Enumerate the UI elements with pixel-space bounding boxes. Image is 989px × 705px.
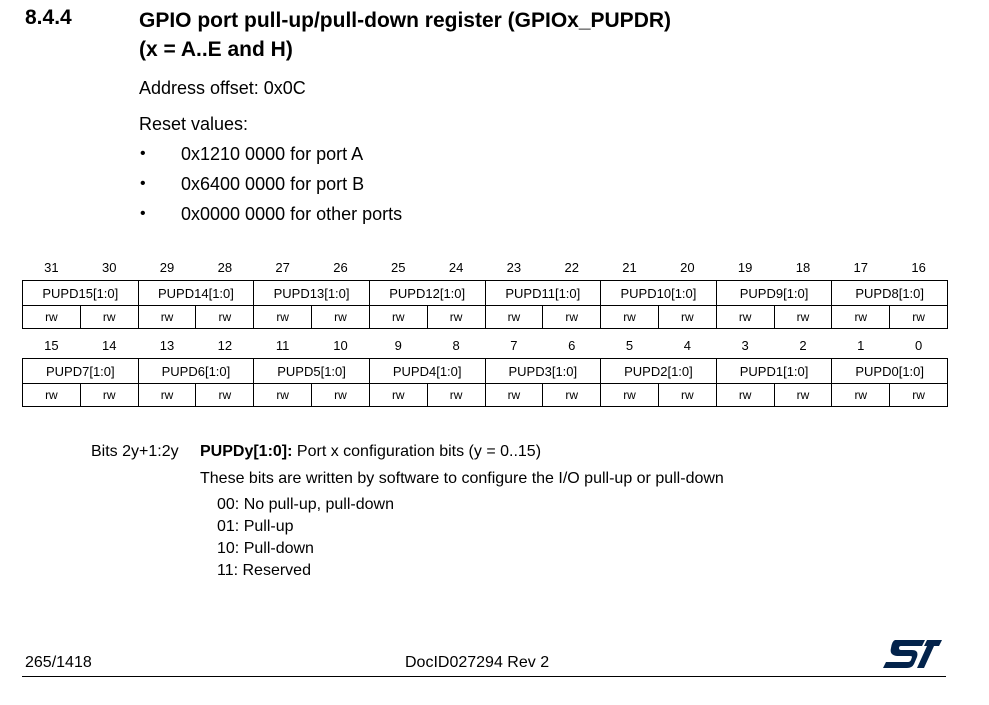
section-title-line1: GPIO port pull-up/pull-down register (GPIOx_PUPDR): [139, 9, 672, 32]
access-cell: rw: [80, 384, 138, 407]
field-pupd9: PUPD9[1:0]: [716, 281, 832, 306]
bit-number-13: 13: [159, 337, 175, 353]
bit-number-24: 24: [448, 259, 464, 275]
access-cell: rw: [658, 384, 716, 407]
field-pupd11: PUPD11[1:0]: [485, 281, 601, 306]
bit-number-18: 18: [795, 259, 811, 275]
doc-id: DocID027294 Rev 2: [405, 654, 550, 671]
access-cell: rw: [138, 384, 196, 407]
bit-number-11: 11: [275, 337, 290, 353]
footer-divider: [22, 676, 946, 677]
bit-number-19: 19: [737, 259, 753, 275]
bit-number-6: 6: [568, 337, 576, 353]
access-cell: rw: [427, 306, 485, 329]
access-cell: rw: [890, 306, 948, 329]
bit-number-4: 4: [683, 337, 691, 353]
access-cell: rw: [254, 306, 312, 329]
bit-number-15: 15: [44, 337, 59, 353]
bit-number-28: 28: [217, 259, 233, 275]
bit-number-17: 17: [853, 259, 869, 275]
field-pupd14: PUPD14[1:0]: [138, 281, 254, 306]
option-10: 10: Pull-down: [217, 540, 314, 557]
access-cell: rw: [890, 384, 948, 407]
bit-number-5: 5: [625, 337, 634, 353]
access-cell: rw: [485, 306, 543, 329]
register-map-upper: [22, 254, 948, 329]
bit-number-22: 22: [564, 259, 579, 275]
bit-number-10: 10: [333, 337, 348, 353]
reset-value-other-ports: 0x0000 0000 for other ports: [181, 204, 403, 224]
bit-number-8: 8: [452, 337, 460, 353]
access-cell: rw: [774, 384, 832, 407]
bit-number-27: 27: [275, 259, 290, 275]
bit-number-20: 20: [680, 259, 695, 275]
access-cell: rw: [196, 306, 254, 329]
bit-number-23: 23: [506, 259, 522, 275]
option-00: 00: No pull-up, pull-down: [217, 496, 394, 513]
field-pupd13: PUPD13[1:0]: [254, 281, 370, 306]
access-cell: rw: [543, 306, 601, 329]
bit-number-1: 1: [857, 337, 865, 353]
bit-number-2: 2: [799, 337, 807, 353]
bit-number-0: 0: [914, 337, 923, 353]
access-cell: rw: [23, 384, 81, 407]
field-pupd6: PUPD6[1:0]: [138, 359, 254, 384]
section-title-line2: (x = A..E and H): [139, 38, 293, 61]
bit-number-26: 26: [333, 259, 348, 275]
access-cell: rw: [138, 306, 196, 329]
address-offset: Address offset: 0x0C: [139, 78, 306, 98]
bullet-icon: •: [140, 175, 146, 192]
access-cell: rw: [80, 306, 138, 329]
field-pupd3: PUPD3[1:0]: [485, 359, 601, 384]
page-number: 265/1418: [25, 654, 92, 671]
field-pupd15: PUPD15[1:0]: [23, 281, 139, 306]
access-cell: rw: [254, 384, 312, 407]
bit-number-31: 31: [44, 259, 59, 275]
bullet-icon: •: [140, 145, 146, 162]
bit-number-16: 16: [911, 259, 926, 275]
access-cell: rw: [369, 384, 427, 407]
field-pupd4: PUPD4[1:0]: [369, 359, 485, 384]
bit-number-25: 25: [391, 259, 406, 275]
section-number: 8.4.4: [25, 6, 72, 29]
bits-field-name: PUPDy[1:0]:: [200, 443, 293, 460]
field-row-lower: [23, 359, 948, 384]
access-cell: rw: [601, 306, 659, 329]
field-pupd7: PUPD7[1:0]: [23, 359, 139, 384]
access-cell: rw: [196, 384, 254, 407]
field-pupd0: PUPD0[1:0]: [832, 359, 948, 384]
access-cell: rw: [716, 384, 774, 407]
access-cell: rw: [485, 384, 543, 407]
access-cell: rw: [774, 306, 832, 329]
field-row-upper: [23, 281, 948, 306]
field-pupd5: PUPD5[1:0]: [254, 359, 370, 384]
field-pupd1: PUPD1[1:0]: [716, 359, 832, 384]
access-cell: rw: [312, 384, 370, 407]
access-cell: rw: [832, 306, 890, 329]
bit-number-30: 30: [101, 259, 117, 275]
register-map-lower: [22, 332, 948, 407]
bits-description: These bits are written by software to configure the I/O pull-up or pull-down: [200, 470, 724, 487]
field-pupd12: PUPD12[1:0]: [369, 281, 485, 306]
field-pupd8: PUPD8[1:0]: [832, 281, 948, 306]
access-cell: rw: [369, 306, 427, 329]
field-pupd10: PUPD10[1:0]: [601, 281, 717, 306]
bit-number-row-upper: [23, 254, 948, 281]
st-logo-icon: [881, 638, 943, 675]
access-cell: rw: [832, 384, 890, 407]
access-cell: rw: [312, 306, 370, 329]
option-11: 11: Reserved: [217, 562, 311, 579]
bit-number-14: 14: [101, 337, 117, 353]
reset-heading: Reset values:: [139, 114, 249, 134]
access-cell: rw: [716, 306, 774, 329]
access-cell: rw: [23, 306, 81, 329]
bit-number-3: 3: [741, 337, 749, 353]
access-cell: rw: [658, 306, 716, 329]
section-title: [139, 6, 919, 64]
reset-value-port-a: 0x1210 0000 for port A: [181, 144, 364, 164]
bits-label: Bits 2y+1:2y: [91, 443, 179, 460]
bit-number-12: 12: [217, 337, 233, 353]
access-cell: rw: [543, 384, 601, 407]
bullet-icon: •: [140, 205, 146, 222]
option-01: 01: Pull-up: [217, 518, 294, 535]
bit-number-29: 29: [159, 259, 175, 275]
bit-number-7: 7: [510, 337, 518, 353]
bits-title: [200, 443, 541, 461]
field-pupd2: PUPD2[1:0]: [601, 359, 717, 384]
bit-number-9: 9: [394, 337, 402, 353]
access-cell: rw: [427, 384, 485, 407]
access-row-lower: [23, 384, 948, 407]
reset-value-port-b: 0x6400 0000 for port B: [181, 174, 365, 194]
bits-title-rest: Port x configuration bits (y = 0..15): [292, 443, 542, 460]
access-cell: rw: [601, 384, 659, 407]
access-row-upper: [23, 306, 948, 329]
bit-number-21: 21: [622, 259, 637, 275]
bit-number-row-lower: [23, 332, 948, 359]
